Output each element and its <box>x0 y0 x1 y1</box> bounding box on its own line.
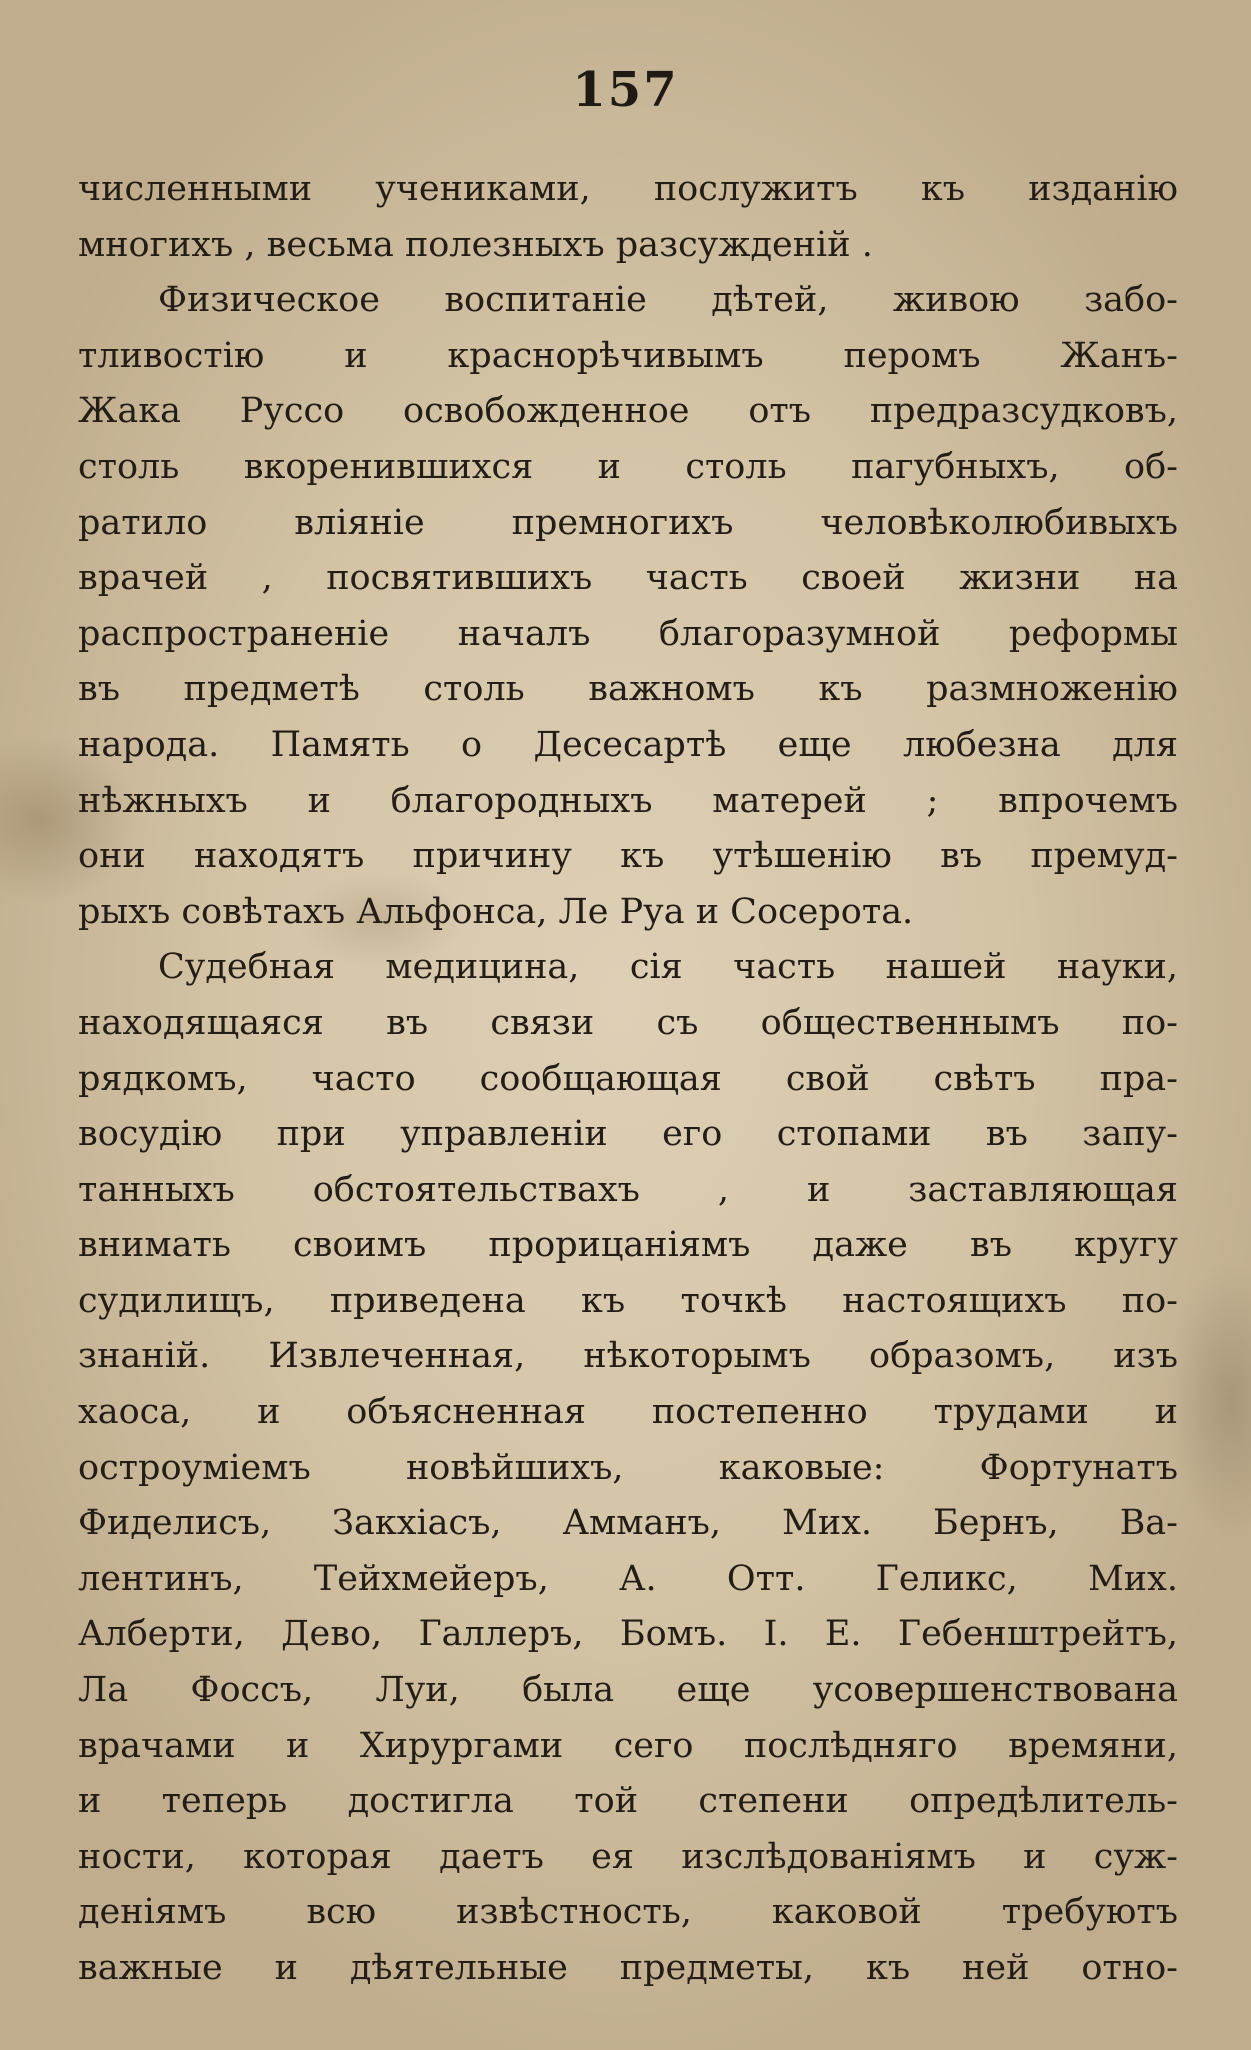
text-line: восудію при управленіи его стопами въ запу- <box>78 1114 1178 1155</box>
text-line: народа. Память о Десесартѣ еще любезна для <box>78 724 1178 765</box>
text-line: внимать своимъ прорицаніямъ даже въ кругу <box>78 1225 1178 1266</box>
text-line: лентинъ, Тейхмейеръ, А. Отт. Геликс, Мих. <box>78 1558 1178 1599</box>
text-line: Фиделисъ, Закхіасъ, Амманъ, Мих. Бернъ, Ва- <box>78 1503 1178 1544</box>
text-line: многихъ , весьма полезныхъ разсужденій . <box>78 224 873 265</box>
text-line: врачами и Хирургами сего послѣдняго времяни, <box>78 1725 1178 1766</box>
body-text <box>78 162 1178 1997</box>
text-line: Жака Руссо освобожденное отъ предразсудковъ, <box>78 391 1178 432</box>
text-line: деніямъ всю извѣстность, каковой требуютъ <box>78 1892 1178 1933</box>
text-line: они находятъ причину къ утѣшенію въ премуд- <box>78 836 1178 877</box>
text-line: Судебная медицина, сія часть нашей науки, <box>158 947 1178 988</box>
page-number: 157 <box>572 62 679 118</box>
text-line: Алберти, Дево, Галлеръ, Бомъ. I. Е. Гебенштрейтъ, <box>78 1614 1178 1655</box>
text-line: рядкомъ, часто сообщающая свой свѣтъ пра- <box>78 1058 1178 1099</box>
text-line: ратило вліяніе премногихъ человѣколюбивыхъ <box>78 502 1178 543</box>
text-line: танныхъ обстоятельствахъ , и заставляющая <box>78 1169 1178 1210</box>
text-line: хаоса, и объясненная постепенно трудами и <box>78 1392 1178 1433</box>
text-line: и теперь достигла той степени опредѣлитель- <box>78 1781 1178 1822</box>
text-line: находящаяся въ связи съ общественнымъ по- <box>78 1002 1178 1043</box>
text-line: рыхъ совѣтахъ Альфонса, Ле Руа и Сосерота. <box>78 891 914 932</box>
text-line: Ла Фоссъ, Луи, была еще усовершенствована <box>78 1670 1178 1711</box>
text-line: судилищъ, приведена къ точкѣ настоящихъ по- <box>78 1280 1178 1321</box>
text-line: численными учениками, послужитъ къ изданію <box>78 169 1178 209</box>
text-line: Физическое воспитаніе дѣтей, живою забо- <box>158 280 1178 321</box>
text-line: ности, которая даетъ ея изслѣдованіямъ и суж- <box>78 1836 1178 1877</box>
text-line: остроуміемъ новѣйшихъ, каковые: Фортунатъ <box>78 1447 1178 1488</box>
text-line: распространеніе началъ благоразумной реформы <box>78 613 1178 654</box>
text-line: нѣжныхъ и благородныхъ матерей ; впрочемъ <box>78 780 1178 821</box>
text-line: важные и дѣятельные предметы, къ ней отно- <box>78 1948 1178 1988</box>
text-line: столь вкоренившихся и столь пагубныхъ, об- <box>78 446 1178 487</box>
text-line: врачей , посвятившихъ часть своей жизни на <box>78 558 1178 599</box>
text-line: знаній. Извлеченная, нѣкоторымъ образомъ, изъ <box>78 1336 1178 1377</box>
text-line: въ предметѣ столь важномъ къ размноженію <box>78 669 1178 710</box>
text-line: тливостію и краснорѣчивымъ перомъ Жанъ- <box>78 335 1178 376</box>
